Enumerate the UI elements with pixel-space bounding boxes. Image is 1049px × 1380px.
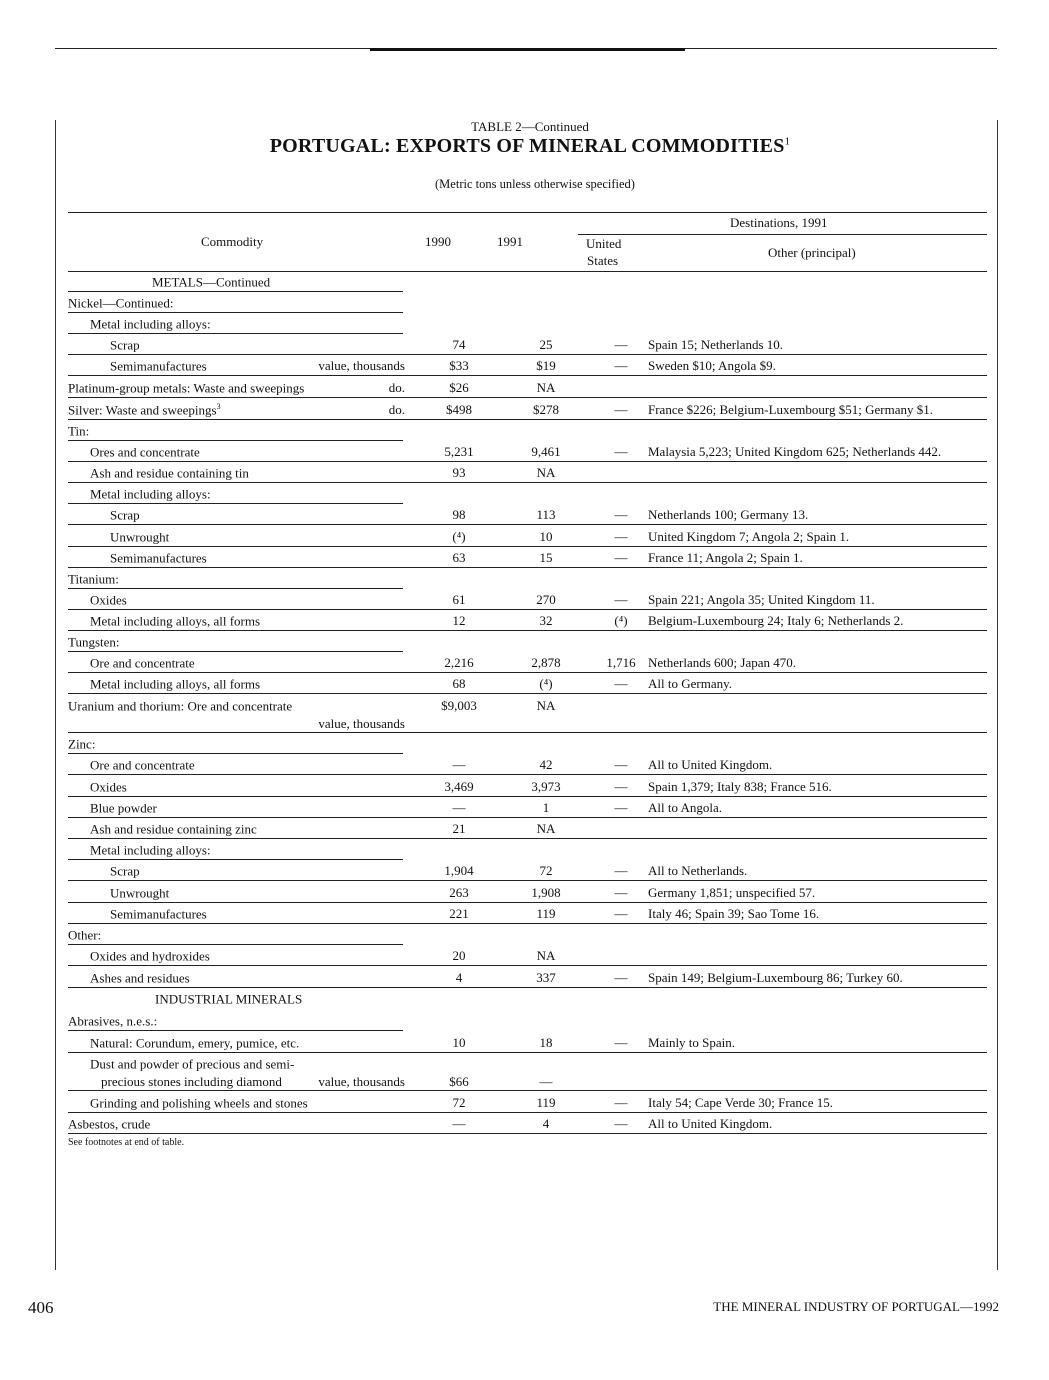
row-rule [68,1133,987,1134]
united-states-cell: — [614,1035,628,1050]
commodity-cell [68,698,292,714]
row-rule [68,503,403,504]
other-destinations-cell: Spain 221; Angola 35; United Kingdom 11. [648,592,875,607]
row-rule [68,902,987,903]
commodity-text: Grinding and polishing wheels and stones [90,1095,308,1111]
row-rule [68,524,987,525]
commodity-cell [110,337,140,353]
other-destinations-cell: Sweden $10; Angola $9. [648,358,776,373]
commodity-cell [90,465,249,481]
top-rule-accent [370,48,685,51]
commodity-text: Semimanufactures [110,906,207,922]
row-rule [68,312,403,313]
row-rule [68,397,987,398]
united-states-cell: — [614,676,628,691]
commodity-text: Ores and concentrate [90,444,200,460]
value-1991-cell: 32 [539,613,553,628]
value-1990-cell: 63 [452,550,466,565]
row-rule [68,859,403,860]
value-1990-cell: $33 [449,358,469,373]
commodity-cell [110,550,207,566]
row-rule [68,987,987,988]
row-rule [68,609,987,610]
row-rule [68,375,987,376]
commodity-text: Tungsten: [68,634,120,650]
other-destinations-cell: France $226; Belgium-Luxembourg $51; Germany $1. [648,402,933,417]
commodity-cell [90,676,260,692]
commodity-cell [90,842,211,858]
value-1991-cell: 4 [542,1116,550,1131]
other-principal-header: Other (principal) [768,245,856,260]
value-1991-cell: NA [536,380,556,395]
commodity-cell [110,529,169,545]
united-states-cell: — [614,757,628,772]
commodity-text: Unwrought [110,885,170,901]
value-1991-cell: 18 [539,1035,553,1050]
other-destinations-cell: Italy 46; Spain 39; Sao Tome 16. [648,906,820,921]
other-destinations-cell: Spain 149; Belgium-Luxembourg 86; Turkey 60. [648,970,903,985]
commodity-header: Commodity [201,234,264,249]
commodity-cell [90,800,157,816]
commodity-text: INDUSTRIAL MINERALS [155,991,303,1007]
value-1991-cell: 25 [539,337,553,352]
row-rule [68,567,987,568]
row-rule [68,1112,987,1113]
value-1990-cell: — [452,757,466,772]
value-1990-cell: 4 [455,970,463,985]
row-rule [68,1030,403,1031]
other-destinations-cell: Italy 54; Cape Verde 30; France 15. [648,1095,833,1110]
united-states-cell: — [614,1116,628,1131]
value-1991-cell: 113 [536,507,556,522]
united-states-cell: — [614,800,628,815]
commodity-text: Ashes and residues [90,970,190,986]
value-1990-cell: 61 [452,592,466,607]
commodity-text: Silver: Waste and sweepings [68,402,217,418]
commodity-text: Natural: Corundum, emery, pumice, etc. [90,1035,300,1051]
value-1990-cell: $498 [446,402,472,417]
commodity-text: Asbestos, crude [68,1116,151,1132]
year-1990-header: 1990 [425,234,451,249]
row-rule [68,774,987,775]
table-footnote: See footnotes at end of table. [68,1137,185,1148]
other-destinations-cell: France 11; Angola 2; Spain 1. [648,550,803,565]
commodity-cell [90,486,211,502]
commodity-cell [110,863,140,879]
commodity-cell [90,757,195,773]
commodity-text: Scrap [110,863,140,879]
row-rule [68,419,987,420]
commodity-text: METALS—Continued [152,274,271,290]
commodity-text: Zinc: [68,736,96,752]
value-1991-cell: (⁴) [539,676,553,691]
commodity-text: Blue powder [90,800,157,816]
destinations-header: Destinations, 1991 [730,215,828,230]
commodity-cell [68,634,120,650]
commodity-cell [152,274,270,290]
row-rule [68,482,987,483]
other-destinations-cell: All to United Kingdom. [648,1116,773,1131]
value-1990-cell: — [452,800,466,815]
other-destinations-cell: Spain 15; Netherlands 10. [648,337,784,352]
commodity-text: Oxides [90,592,127,608]
commodity-cell [90,444,200,460]
commodity-text: Oxides [90,779,127,795]
value-1991-cell: 42 [539,757,553,772]
commodity-cell [90,1035,299,1051]
header-top-rule [68,212,987,213]
commodity-text: Metal including alloys, all forms [90,613,261,629]
title-footnote-mark: 1 [784,135,791,148]
value-1990-cell: 2,216 [444,655,474,670]
value-1991-cell: 1,908 [531,885,561,900]
value-1990-cell: 21 [452,821,466,836]
value-1990-cell: 263 [449,885,469,900]
value-1990-cell: $9,003 [441,698,477,713]
row-rule [68,546,987,547]
page-number: 406 [28,1298,54,1317]
commodity-cell [90,592,127,608]
row-rule [68,354,987,355]
row-rule [68,965,987,966]
value-1991-cell: NA [536,465,556,480]
commodity-cell [90,1056,294,1072]
other-destinations-cell: Belgium-Luxembourg 24; Italy 6; Netherlands 2. [648,613,904,628]
unit-cell: value, thousands [318,1074,405,1089]
row-rule [68,333,403,334]
other-destinations-cell: Mainly to Spain. [648,1035,736,1050]
row-rule [68,944,403,945]
value-1991-cell: 72 [539,863,553,878]
commodity-cell [90,613,260,629]
commodity-cell [110,906,207,922]
unit-cell: value, thousands [318,716,405,731]
commodity-cell [68,927,101,943]
commodity-cell [155,991,302,1007]
united-states-cell: — [614,906,628,921]
value-1990-cell: 68 [452,676,466,691]
table-label: TABLE 2—Continued [471,119,589,134]
commodity-cell [68,402,221,418]
commodity-text: Semimanufactures [110,358,207,374]
row-rule [68,672,987,673]
value-1990-cell: 74 [452,337,466,352]
row-rule [68,753,403,754]
row-rule [68,838,987,839]
commodity-text: Titanium: [68,571,119,587]
commodity-text: Unwrought [110,529,170,545]
commodity-cell [110,885,169,901]
running-head: THE MINERAL INDUSTRY OF PORTUGAL—1992 [713,1299,999,1314]
united-states-cell: — [614,885,628,900]
commodity-text: Oxides and hydroxides [90,948,210,964]
row-rule [68,588,403,589]
other-destinations-cell: United Kingdom 7; Angola 2; Spain 1. [648,529,850,544]
united-states-cell: — [614,507,628,522]
value-1991-cell: 3,973 [531,779,561,794]
commodity-text: Platinum-group metals: Waste and sweepings [68,380,305,396]
other-destinations-cell: All to United Kingdom. [648,757,773,772]
other-destinations-cell: All to Netherlands. [648,863,748,878]
commodity-footnote-mark: 3 [216,402,221,411]
value-1990-cell: 10 [452,1035,466,1050]
other-destinations-cell: Netherlands 600; Japan 470. [648,655,797,670]
value-1991-cell: — [539,1074,553,1089]
value-1990-cell: (⁴) [452,529,466,544]
row-rule [68,693,987,694]
commodity-text: Ash and residue containing zinc [90,821,257,837]
value-1991-cell: NA [536,948,556,963]
value-1991-cell: 2,878 [531,655,561,670]
table-subtitle: (Metric tons unless otherwise specified) [435,177,635,191]
united-states-cell: 1,716 [606,655,636,670]
value-1991-cell: 10 [539,529,553,544]
row-rule [68,817,987,818]
commodity-cell [68,571,119,587]
commodity-text: Metal including alloys: [90,486,211,502]
commodity-text: Ore and concentrate [90,655,195,671]
united-states-cell: — [614,550,628,565]
other-destinations-cell: Netherlands 100; Germany 13. [648,507,809,522]
commodity-cell [90,970,190,986]
commodity-cell-line2: precious stones including diamond [101,1074,282,1089]
commodity-text: Semimanufactures [110,550,207,566]
commodity-cell [90,779,127,795]
value-1990-cell: 3,469 [444,779,474,794]
commodity-text: Dust and powder of precious and semi- [90,1056,295,1072]
commodity-cell [90,316,211,332]
commodity-cell [90,655,195,671]
value-1990-cell: — [452,1116,466,1131]
other-destinations-cell: Malaysia 5,223; United Kingdom 625; Netherlands 442. [648,444,942,459]
united-states-cell: — [614,402,628,417]
united-states-cell: — [614,337,628,352]
commodity-cell [68,1013,157,1029]
value-1991-cell: 15 [539,550,553,565]
united-states-cell: — [614,358,628,373]
commodity-text: Metal including alloys: [90,842,211,858]
value-1991-cell: $19 [536,358,556,373]
value-1990-cell: 98 [452,507,466,522]
row-rule [68,796,987,797]
united-states-cell: — [614,444,628,459]
row-rule [68,630,987,631]
value-1990-cell: 72 [452,1095,466,1110]
commodity-text: Metal including alloys: [90,316,211,332]
commodity-text: Ore and concentrate [90,757,195,773]
row-rule [68,923,987,924]
commodity-text: Nickel—Continued: [68,295,174,311]
right-margin-rule [997,120,998,1270]
united-states-cell: — [614,970,628,985]
other-destinations-cell: All to Angola. [648,800,723,815]
commodity-cell [68,1116,150,1132]
commodity-cell [68,736,95,752]
united-states-cell: (⁴) [614,613,628,628]
united-states-header-line2: States [587,253,619,268]
value-1991-cell: $278 [533,402,559,417]
commodity-cell [90,948,210,964]
other-destinations-cell: Spain 1,379; Italy 838; France 516. [648,779,832,794]
commodity-cell [110,507,140,523]
row-rule [68,440,403,441]
unit-cell: do. [388,380,405,395]
destinations-rule [578,234,987,235]
row-rule [68,651,403,652]
other-destinations-cell: All to Germany. [648,676,732,691]
value-1990-cell: 221 [449,906,469,921]
row-rule [68,880,987,881]
united-states-cell: — [614,592,628,607]
value-1991-cell: 337 [536,970,556,985]
commodity-text: Ash and residue containing tin [90,465,249,481]
year-1991-header: 1991 [497,234,523,249]
other-destinations-cell: Germany 1,851; unspecified 57. [648,885,816,900]
united-states-header-line1: United [586,236,622,251]
unit-cell: do. [388,402,405,417]
commodity-text: Scrap [110,507,140,523]
value-1991-cell: 1 [542,800,550,815]
commodity-text: Scrap [110,337,140,353]
value-1991-cell: NA [536,821,556,836]
united-states-cell: — [614,863,628,878]
table-title-text: PORTUGAL: EXPORTS OF MINERAL COMMODITIES [269,135,785,157]
value-1990-cell: 5,231 [444,444,474,459]
value-1990-cell: 1,904 [444,863,474,878]
united-states-cell: — [614,529,628,544]
value-1990-cell: $26 [449,380,469,395]
row-rule [68,291,403,292]
value-1990-cell: 93 [452,465,466,480]
value-1990-cell: $66 [449,1074,469,1089]
row-rule [68,461,987,462]
commodity-cell [90,1095,308,1111]
value-1990-cell: 20 [452,948,466,963]
left-margin-rule [55,120,56,1270]
commodity-cell [90,821,257,837]
commodity-cell [68,295,173,311]
united-states-cell: — [614,779,628,794]
value-1991-cell: 119 [536,1095,556,1110]
united-states-cell: — [614,1095,628,1110]
table-title [0,135,1049,158]
value-1991-cell: NA [536,698,556,713]
commodity-cell [110,358,207,374]
value-1991-cell: 270 [536,592,556,607]
commodity-text: Abrasives, n.e.s.: [68,1013,158,1029]
value-1991-cell: 9,461 [531,444,561,459]
unit-cell: value, thousands [318,358,405,373]
commodity-text: Uranium and thorium: Ore and concentrate [68,698,293,714]
row-rule [68,1052,987,1053]
commodity-text: Tin: [68,423,90,439]
commodity-text: Metal including alloys, all forms [90,676,261,692]
value-1990-cell: 12 [452,613,466,628]
value-1991-cell: 119 [536,906,556,921]
commodity-text: Other: [68,927,102,943]
commodity-cell [68,380,304,396]
row-rule [68,732,987,733]
header-bottom-rule [68,271,987,272]
row-rule [68,1090,987,1091]
commodity-cell [68,423,89,439]
